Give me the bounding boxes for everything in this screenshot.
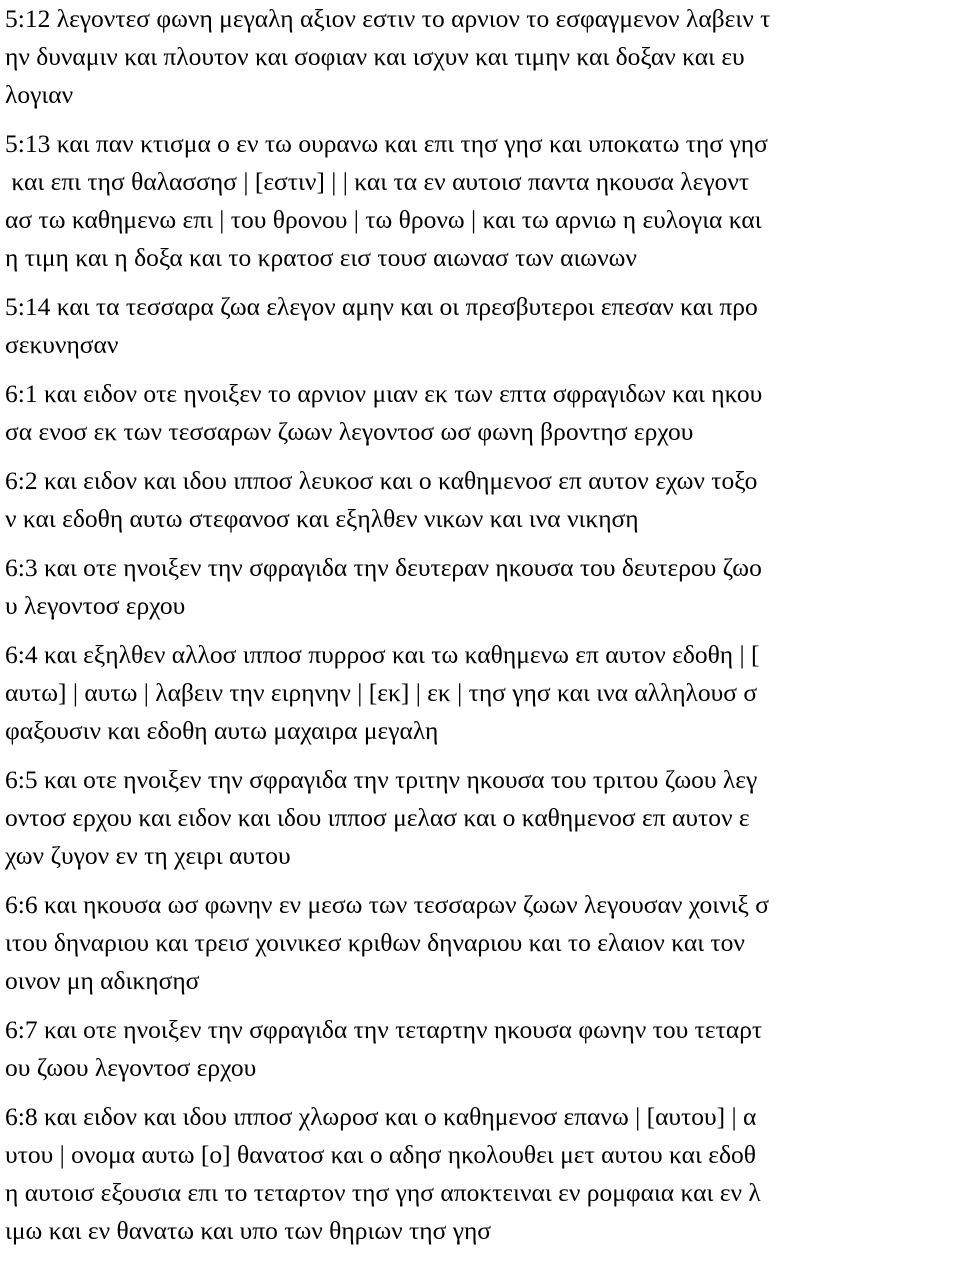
verse-line: ασ τω καθημενω επι | του θρονου | τω θρονω | και τω αρνιω η ευλογια και [5, 205, 762, 234]
verse-line: χων ζυγον εν τη χειρι αυτου [5, 841, 291, 870]
verse-6-4 [5, 636, 960, 750]
verse-spacer [5, 1087, 960, 1098]
verse-6-1 [5, 375, 960, 451]
verse-spacer [5, 625, 960, 636]
verse-6-2 [5, 462, 960, 538]
verse-line: 6:2 και ειδον και ιδου ιπποσ λευκοσ και ο καθημενοσ επ αυτον εχων τοξο [5, 466, 758, 495]
verse-spacer [5, 114, 960, 125]
verse-5-12 [5, 0, 960, 114]
verse-line: οινον μη αδικησησ [5, 966, 200, 995]
verse-line: υ λεγοντοσ ερχου [5, 591, 186, 620]
verse-line: 6:5 και οτε ηνοιξεν την σφραγιδα την τριτην ηκουσα του τριτου ζωου λεγ [5, 765, 758, 794]
verse-line: σεκυνησαν [5, 330, 119, 359]
verse-line: 5:13 και παν κτισμα ο εν τω ουρανω και επι τησ γησ και υποκατω τησ γησ [5, 129, 768, 158]
verse-spacer [5, 538, 960, 549]
verse-spacer [5, 875, 960, 886]
verse-line: ιμω και εν θανατω και υπο των θηριων τησ γησ [5, 1216, 492, 1245]
verse-line: 6:1 και ειδον οτε ηνοιξεν το αρνιον μιαν εκ των επτα σφραγιδων και ηκου [5, 379, 763, 408]
verse-5-13 [5, 125, 960, 277]
verse-line: 6:7 και οτε ηνοιξεν την σφραγιδα την τεταρτην ηκουσα φωνην του τεταρτ [5, 1015, 763, 1044]
verse-5-14 [5, 288, 960, 364]
verse-line: 5:14 και τα τεσσαρα ζωα ελεγον αμην και οι πρεσβυτεροι επεσαν και προ [5, 292, 758, 321]
verse-line: αυτω] | αυτω | λαβειν την ειρηνην | [εκ] | εκ | τησ γησ και ινα αλληλουσ σ [5, 678, 758, 707]
verse-line: ιτου δηναριου και τρεισ χοινικεσ κριθων δηναριου και το ελαιον και τον [5, 928, 745, 957]
verse-line: ην δυναμιν και πλουτον και σοφιαν και ισχυν και τιμην και δοξαν και ευ [5, 42, 745, 71]
verse-6-3 [5, 549, 960, 625]
verse-spacer [5, 1000, 960, 1011]
verse-6-8 [5, 1098, 960, 1250]
verse-6-6 [5, 886, 960, 1000]
verse-6-7 [5, 1011, 960, 1087]
verse-spacer [5, 750, 960, 761]
verse-line: 6:6 και ηκουσα ωσ φωνην εν μεσω των τεσσαρων ζωων λεγουσαν χοινιξ σ [5, 890, 769, 919]
verse-line: 6:8 και ειδον και ιδου ιπποσ χλωροσ και ο καθημενοσ επανω | [αυτου] | α [5, 1102, 757, 1131]
verse-line: η τιμη και η δοξα και το κρατοσ εισ τουσ αιωνασ των αιωνων [5, 243, 637, 272]
verse-spacer [5, 277, 960, 288]
verse-line: φαξουσιν και εδοθη αυτω μαχαιρα μεγαλη [5, 716, 439, 745]
verse-6-5 [5, 761, 960, 875]
verse-line: 6:4 και εξηλθεν αλλοσ ιπποσ πυρροσ και τω καθημενω επ αυτον εδοθη | [ [5, 640, 760, 669]
verse-spacer [5, 364, 960, 375]
verse-line: και επι τησ θαλασσησ | [εστιν] | | και τα εν αυτοισ παντα ηκουσα λεγοντ [5, 167, 750, 196]
verse-line: 5:12 λεγοντεσ φωνη μεγαλη αξιον εστιν το αρνιον το εσφαγμενον λαβειν τ [5, 4, 771, 33]
scripture-text-page [5, 0, 960, 1250]
verse-line: 6:3 και οτε ηνοιξεν την σφραγιδα την δευτεραν ηκουσα του δευτερου ζωο [5, 553, 762, 582]
verse-line: υτου | ονομα αυτω [ο] θανατοσ και ο αδησ ηκολουθει μετ αυτου και εδοθ [5, 1140, 756, 1169]
verse-line: λογιαν [5, 80, 74, 109]
verse-line: οντοσ ερχου και ειδον και ιδου ιπποσ μελασ και ο καθημενοσ επ αυτον ε [5, 803, 750, 832]
verse-spacer [5, 451, 960, 462]
verse-line: ου ζωου λεγοντοσ ερχου [5, 1053, 257, 1082]
verse-line: σα ενοσ εκ των τεσσαρων ζωων λεγοντοσ ωσ φωνη βροντησ ερχου [5, 417, 694, 446]
verse-line: η αυτοισ εξουσια επι το τεταρτον τησ γησ αποκτειναι εν ρομφαια και εν λ [5, 1178, 761, 1207]
verse-line: ν και εδοθη αυτω στεφανοσ και εξηλθεν νικων και ινα νικηση [5, 504, 639, 533]
